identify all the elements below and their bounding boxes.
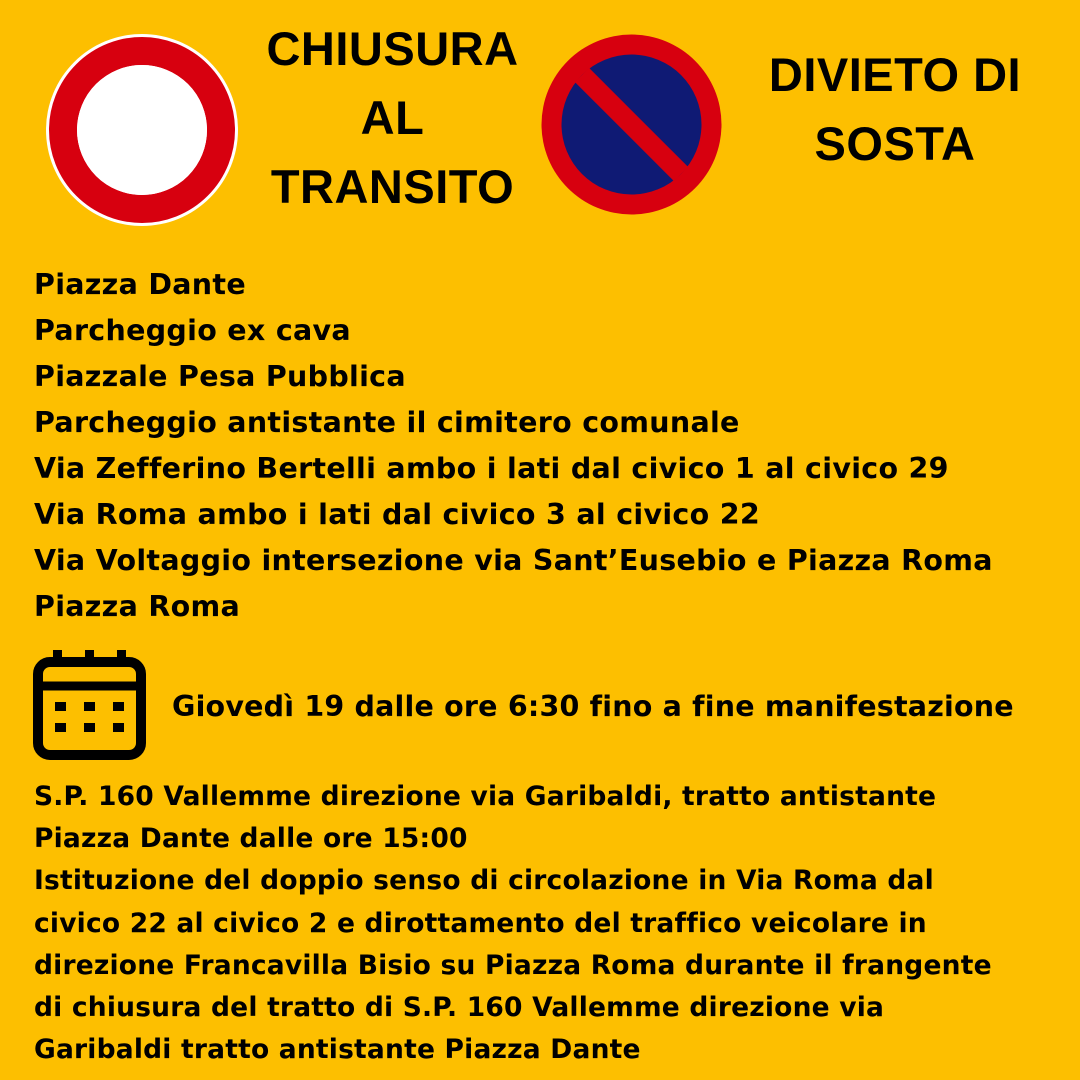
- closure-heading-line: TRANSITO: [270, 160, 515, 213]
- note-line: direzione Francavilla Bisio su Piazza Roma durante il frangente: [34, 949, 992, 981]
- closure-heading-line: CHIUSURA: [266, 22, 519, 75]
- location-list: [34, 262, 1064, 630]
- note-line: Istituzione del doppio senso di circolazione in Via Roma dal: [34, 865, 934, 897]
- traffic-notes: [34, 776, 1054, 1071]
- note-line: civico 22 al civico 2 e dirottamento del traffico veicolare in: [34, 907, 927, 939]
- list-item: Via Voltaggio intersezione via Sant’Eusebio e Piazza Roma: [34, 544, 993, 577]
- closure-heading: [245, 14, 540, 221]
- calendar-icon: [33, 650, 146, 760]
- list-item: Via Roma ambo i lati dal civico 3 al civico 22: [34, 498, 760, 531]
- parking-heading-line: SOSTA: [814, 117, 976, 170]
- schedule-text: Giovedì 19 dalle ore 6:30 fino a fine manifestazione: [172, 690, 1014, 723]
- list-item: Parcheggio antistante il cimitero comunale: [34, 406, 740, 439]
- parking-heading: [735, 40, 1055, 178]
- list-item: Parcheggio ex cava: [34, 314, 351, 347]
- list-item: Piazza Dante: [34, 268, 246, 301]
- no-vehicles-sign-icon: [45, 33, 239, 227]
- note-line: S.P. 160 Vallemme direzione via Garibaldi, tratto antistante: [34, 781, 937, 812]
- parking-heading-line: DIVIETO DI: [768, 48, 1022, 101]
- list-item: Via Zefferino Bertelli ambo i lati dal civico 1 al civico 29: [34, 452, 949, 485]
- no-parking-sign-icon: [540, 33, 723, 216]
- note-line: Piazza Dante dalle ore 15:00: [34, 823, 468, 855]
- note-line: Garibaldi tratto antistante Piazza Dante: [34, 1034, 641, 1066]
- list-item: Piazzale Pesa Pubblica: [34, 360, 406, 393]
- list-item: Piazza Roma: [34, 590, 240, 623]
- closure-heading-line: AL: [360, 91, 425, 144]
- note-line: di chiusura del tratto di S.P. 160 Vallemme direzione via: [34, 992, 885, 1024]
